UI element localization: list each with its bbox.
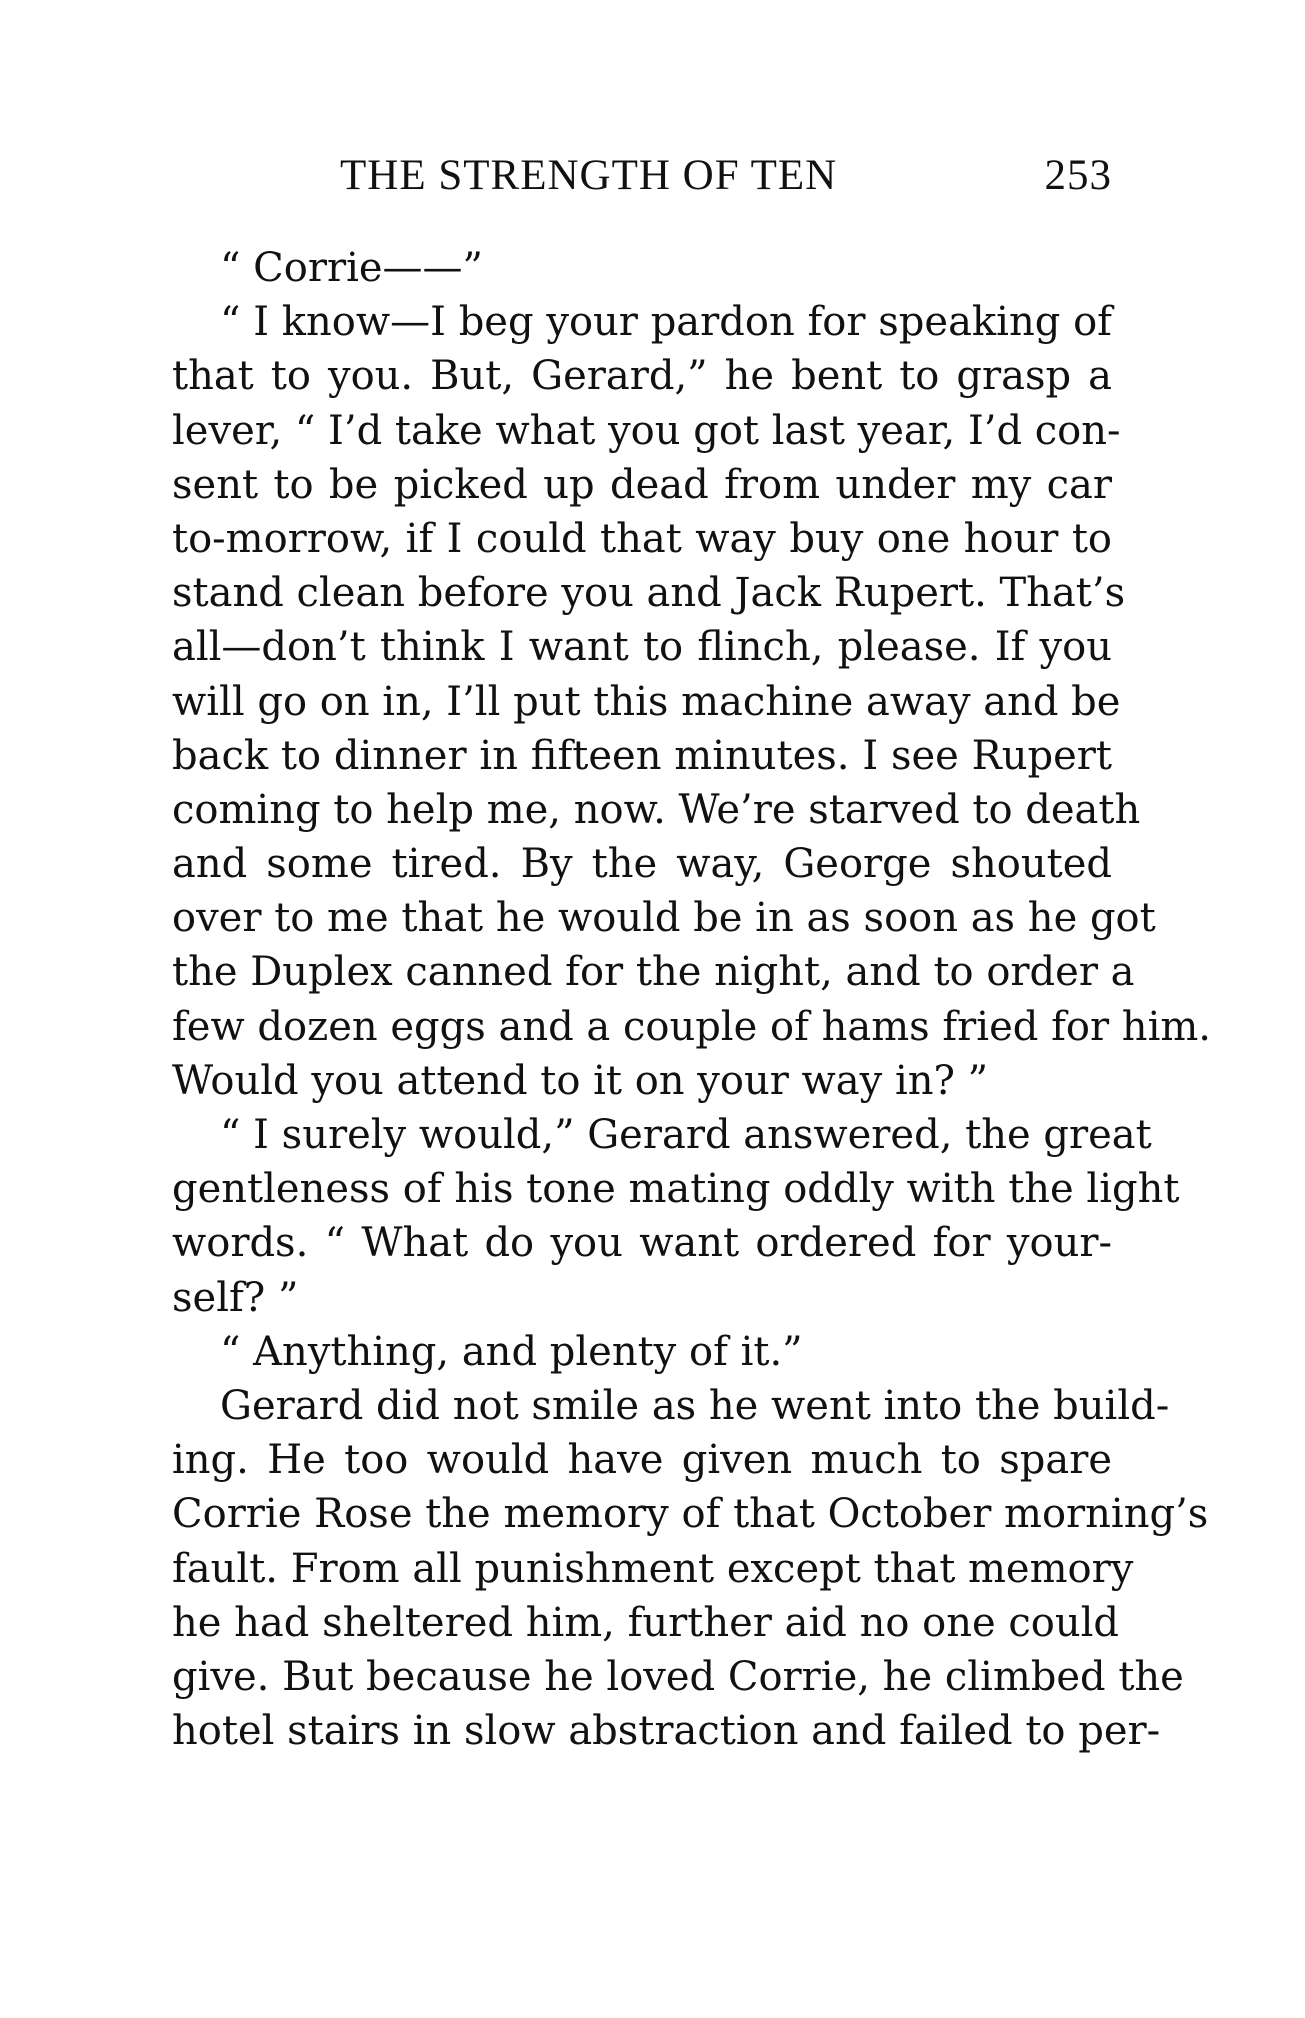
text-line: “ Anything, and plenty of it.”: [220, 1328, 803, 1375]
text-line: stand clean before you and Jack Rupert. That’s: [172, 570, 1126, 617]
text-line: gentleness of his tone mating oddly with the light: [172, 1166, 1180, 1213]
text-line: that to you. But, Gerard,” he bent to grasp a: [172, 353, 1112, 400]
text-line: fault. From all punishment except that memory: [172, 1545, 1134, 1592]
text-line: self? ”: [172, 1274, 299, 1321]
text-line: ing. He too would have given much to spare: [172, 1437, 1112, 1484]
text-line: over to me that he would be in as soon as he got: [172, 895, 1156, 942]
text-line: hotel stairs in slow abstraction and failed to per-: [172, 1708, 1161, 1755]
text-line: words. “ What do you want ordered for your-: [172, 1220, 1112, 1267]
text-line: and some tired. By the way, George shouted: [172, 841, 1112, 888]
text-line: the Duplex canned for the night, and to order a: [172, 949, 1135, 996]
body-text: [172, 241, 1212, 1758]
text-line: sent to be picked up dead from under my car: [172, 461, 1112, 508]
text-line: will go on in, I’ll put this machine away and be: [172, 678, 1121, 725]
text-line: give. But because he loved Corrie, he climbed the: [172, 1653, 1184, 1700]
running-head: [172, 146, 1112, 206]
text-line: “ I surely would,” Gerard answered, the great: [220, 1112, 1152, 1158]
text-line: all—don’t think I want to flinch, please. If you: [172, 624, 1112, 671]
text-line: back to dinner in fifteen minutes. I see Rupert: [172, 732, 1112, 779]
page-number: 253: [1044, 152, 1112, 199]
text-line: “ I know—I beg your pardon for speaking of: [220, 299, 1112, 346]
text-line: to-morrow, if I could that way buy one hour to: [172, 515, 1112, 562]
text-line: Gerard did not smile as he went into the build-: [220, 1382, 1170, 1429]
text-line: few dozen eggs and a couple of hams fried for him.: [172, 1003, 1212, 1050]
text-line: he had sheltered him, further aid no one could: [172, 1599, 1120, 1646]
text-line: coming to help me, now. We’re starved to death: [172, 786, 1141, 833]
text-line: “ Corrie——”: [220, 245, 484, 291]
text-line: lever, “ I’d take what you got last year, I’d con-: [172, 407, 1121, 454]
text-line: Corrie Rose the memory of that October morning’s: [172, 1491, 1209, 1538]
running-title: THE STRENGTH OF TEN: [340, 152, 838, 199]
text-line: Would you attend to it on your way in? ”: [172, 1057, 989, 1104]
